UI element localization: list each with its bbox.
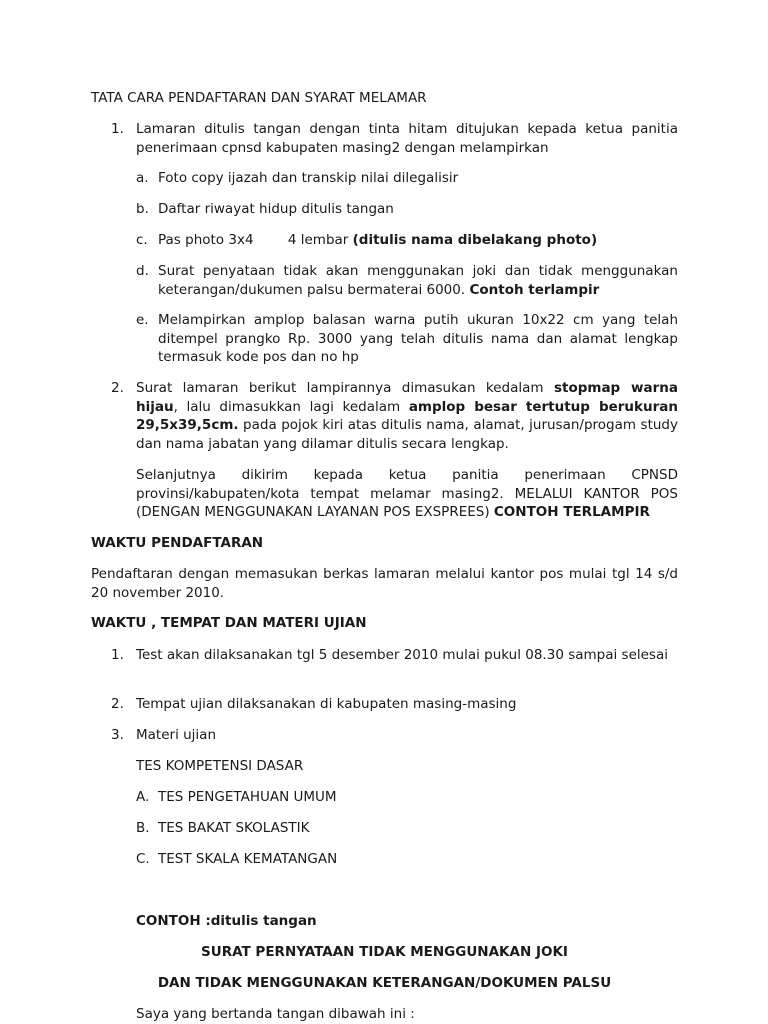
tkd-label: TES KOMPETENSI DASAR [136,758,304,774]
tes-a-letter: A. [136,789,150,805]
ujian-1-text: Test akan dilaksanakan tgl 5 desember 2010 mulai pukul 08.30 sampai selesai [136,647,668,663]
subitem-e-letter: e. [136,312,149,328]
followup-plain: Selanjutnya dikirim kepada ketua panitia penerimaan CPNSD provinsi/kabupaten/kota tempat melamar masing2. MELALUI KANTOR POS (DENGAN MENGGUNAKAN LAYANAN POS EXSPREES) [136,467,678,520]
subitem-d-text [158,262,678,299]
followup-bold: CONTOH TERLAMPIR [493,504,650,520]
ujian-2-number: 2. [111,696,124,712]
pendaftaran-paragraph: Pendaftaran dengan memasukan berkas lamaran melalui kantor pos mulai tgl 14 s/d 20 november 2010. [91,566,678,601]
subitem-c-bold: (ditulis nama dibelakang photo) [352,232,598,248]
subitem-b-text: Daftar riwayat hidup ditulis tangan [158,201,394,217]
tes-c-text: TEST SKALA KEMATANGAN [158,851,338,867]
ujian-3-text: Materi ujian [136,727,216,743]
item-2-bold-stopmap: stopmap warna hijau [136,380,678,415]
subitem-d-letter: d. [136,263,149,279]
subitem-b-letter: b. [136,201,149,217]
tes-a-text: TES PENGETAHUAN UMUM [158,789,337,805]
subitem-c-plain: Pas photo 3x4 4 lembar [158,232,353,248]
item-2-number: 2. [111,380,124,396]
surat-title-1-text: SURAT PERNYATAAN TIDAK MENGGUNAKAN JOKI [201,944,568,960]
tes-b-letter: B. [136,820,150,836]
item-2-part-1: Surat lamaran berikut lampirannya dimasukan kedalam [136,380,554,396]
ujian-3-number: 3. [111,727,124,743]
item-2-followup [136,466,678,522]
item-2-text [136,379,678,453]
subitem-c-letter: c. [136,232,148,248]
subitem-d-plain: Surat penyataan tidak akan menggunakan joki dan tidak menggunakan keterangan/dukumen palsu bermaterai 6000. [158,263,678,298]
heading-waktu-tempat-text: WAKTU , TEMPAT DAN MATERI UJIAN [91,615,367,631]
item-2-part-3: pada pojok kiri atas ditulis nama, alamat, jurusan/progam study dan nama jabatan yang dilamar ditulis secara lengkap. [136,417,678,452]
subitem-e-text: Melampirkan amplop balasan warna putih ukuran 10x22 cm yang telah ditempel prangko Rp. 3000 yang telah ditulis nama dan alamat lengkap termasuk kode pos dan no hp [158,312,678,365]
heading-waktu-tempat [91,614,367,633]
item-2-bold-amplop: amplop besar tertutup berukuran 29,5x39,5cm. [136,398,678,433]
contoh-label [136,912,317,931]
surat-title-line-1 [91,943,678,962]
subitem-a-text: Foto copy ijazah dan transkip nilai dilegalisir [158,170,459,186]
heading-tata-cara: TATA CARA PENDAFTARAN DAN SYARAT MELAMAR [91,90,427,106]
subitem-c-text [158,231,678,250]
ujian-2-text: Tempat ujian dilaksanakan di kabupaten masing-masing [136,696,517,712]
contoh-label-text: CONTOH :ditulis tangan [136,913,317,929]
tes-b-text: TES BAKAT SKOLASTIK [158,820,310,836]
tes-c-letter: C. [136,851,150,867]
heading-waktu-pendaftaran-text: WAKTU PENDAFTARAN [91,535,264,551]
item-1-text: Lamaran ditulis tangan dengan tinta hitam ditujukan kepada ketua panitia penerimaan cpnsd kabupaten masing2 dengan melampirkan [136,121,678,156]
surat-title-2-text: DAN TIDAK MENGGUNAKAN KETERANGAN/DOKUMEN PALSU [157,975,612,991]
surat-title-line-2 [91,974,678,993]
item-1-number: 1. [111,121,124,137]
surat-opening: Saya yang bertanda tangan dibawah ini : [136,1006,415,1022]
subitem-a-letter: a. [136,170,149,186]
ujian-1-number: 1. [111,647,124,663]
subitem-d-bold: Contoh terlampir [469,281,600,298]
heading-waktu-pendaftaran [91,534,263,553]
item-2-part-2: , lalu dimasukkan lagi kedalam [173,398,409,415]
